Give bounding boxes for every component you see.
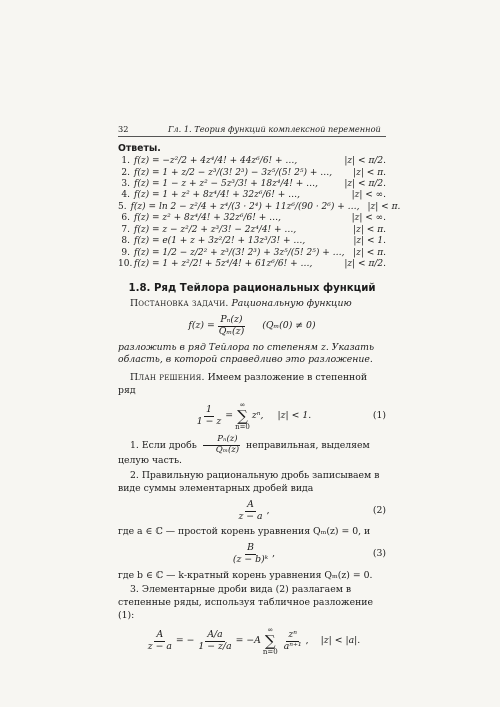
eq1-numerator: 1 <box>206 404 212 416</box>
f-fraction <box>217 315 246 337</box>
answer-item <box>118 213 386 224</box>
eq1-denominator: 1 − z <box>196 415 222 427</box>
eq1-condition: |z| < 1. <box>277 410 312 422</box>
eq3-number: (3) <box>372 547 386 559</box>
eq3-fraction <box>231 543 270 565</box>
answer-item <box>118 248 386 259</box>
section-title: 1.8. Ряд Тейлора рациональных функций <box>128 283 376 295</box>
f-numerator: Pₙ(z) <box>220 314 243 326</box>
answer-number: 9. <box>121 247 130 258</box>
running-head <box>118 124 386 137</box>
eq4-fraction-a <box>146 630 174 652</box>
chapter-title: Гл. 1. Теория функций комплексной переменной <box>168 124 381 134</box>
eq1-fraction <box>195 405 224 427</box>
answer-expression: f(z) = e(1 + z + 3z²/2! + 13z³/3! + …, <box>134 236 306 247</box>
answer-number: 6. <box>121 213 130 224</box>
plan-label: План решения. <box>130 372 205 384</box>
sigma-icon: ∑ <box>237 406 248 425</box>
eq1-term: zⁿ, <box>251 410 264 422</box>
step1-numerator: Pₙ(z) <box>203 435 239 446</box>
answer-condition: |z| < ∞. <box>351 213 386 224</box>
eq1-sum <box>235 402 250 431</box>
step-3: 3. Элементарные дроби вида (2) разлагаем в степенные ряды, используя табличное разложение (1): <box>118 584 373 622</box>
eq4-condition: |z| < |a|. <box>320 634 361 646</box>
page-number: 32 <box>118 124 129 134</box>
answer-item <box>118 156 386 167</box>
answer-expression: f(z) = 1/2 − z/2² + z³/(3! 2³) + 3z⁵/(5! 2⁵) + …, <box>134 247 345 258</box>
eq1-number: (1) <box>372 410 386 422</box>
step-1 <box>118 435 386 468</box>
where-b: где b ∈ ℂ — k-кратный корень уравнения Qₘ(z) = 0. <box>118 569 373 581</box>
answer-condition: |z| < π. <box>353 167 386 178</box>
step-2: 2. Правильную рациональную дробь записываем в виде суммы элементарных дробей вида <box>118 470 380 495</box>
answer-condition: |z| < π/2. <box>344 156 386 167</box>
answer-number: 1. <box>121 156 130 167</box>
task-statement <box>118 298 386 311</box>
f-lhs: f(z) = <box>188 320 215 332</box>
answer-expression: f(z) = 1 + z/2 − z³/(3! 2³) − 3z⁵/(5! 2⁵) + …, <box>134 167 333 178</box>
eq4-c-denominator: aⁿ⁺¹ <box>283 640 302 652</box>
answer-item <box>118 168 386 179</box>
answer-item <box>118 236 386 247</box>
answer-number: 7. <box>121 224 130 235</box>
answer-expression: f(z) = 1 + z²/2! + 5z⁴/4! + 61z⁶/6! + …, <box>134 258 313 269</box>
equation-3 <box>118 543 386 565</box>
eq4-b-denominator: 1 − z/a <box>198 640 232 652</box>
step1-fraction <box>202 435 241 456</box>
task-label: Постановка задачи. <box>130 298 229 310</box>
answer-expression: f(z) = z² + 8z⁴/4! + 32z⁶/6! + …, <box>134 213 281 224</box>
step1-pre: 1. Если дробь <box>130 439 197 451</box>
answer-item <box>118 225 386 236</box>
answer-number: 4. <box>121 190 130 201</box>
eq1-equals: = <box>225 410 234 422</box>
answer-item <box>118 179 386 190</box>
eq3-denominator: (z − b)ᵏ <box>232 553 269 565</box>
answer-number: 5. <box>118 201 127 212</box>
eq4-sum-bottom: n=0 <box>262 647 278 656</box>
answer-expression: f(z) = ln 2 − z²/4 + z⁴/(3 · 2⁴) + 11z⁶/(90 · 2⁶) + …, <box>130 201 360 212</box>
answer-condition: |z| < π/2. <box>344 258 386 269</box>
eq3-numerator: B <box>247 542 254 554</box>
task-text-2: разложить в ряд Тейлора по степеням z. Указать область, в которой справедливо это разложение. <box>118 341 375 366</box>
equation-4 <box>118 627 386 656</box>
where-a: где a ∈ ℂ — простой корень уравнения Qₘ(z) = 0, и <box>118 526 371 538</box>
f-denominator: Qₘ(z) <box>218 325 245 337</box>
equation-2 <box>118 500 386 522</box>
eq4-a-numerator: A <box>156 629 164 641</box>
eq2-number: (2) <box>372 504 386 516</box>
eq4-comma: , <box>305 634 309 646</box>
sigma-icon: ∑ <box>264 631 276 650</box>
eq4-fraction-c <box>282 630 304 652</box>
answer-condition: |z| < π. <box>353 224 386 235</box>
step1-denominator: Qₘ(z) <box>215 444 240 455</box>
answer-expression: f(z) = z − z²/2 + z³/3! − 2z⁴/4! + …, <box>134 224 297 235</box>
eq2-numerator: A <box>247 498 254 510</box>
answer-item <box>118 201 401 213</box>
answer-condition: |z| < π. <box>353 247 386 258</box>
answers-title: Ответы. <box>118 143 161 155</box>
answer-item <box>118 190 386 201</box>
answer-number: 8. <box>121 236 130 247</box>
answer-condition: |z| < 1. <box>353 236 386 247</box>
eq4-fraction-b <box>196 630 233 652</box>
plan <box>118 372 386 398</box>
eq3-comma: , <box>272 547 276 559</box>
equation-1 <box>118 402 386 431</box>
answer-item <box>118 259 386 270</box>
eq2-comma: , <box>266 504 270 516</box>
answer-number: 2. <box>121 167 130 178</box>
eq4-b-numerator: A/a <box>207 629 223 641</box>
book-page <box>118 124 401 660</box>
answer-condition: |z| < π. <box>367 201 401 212</box>
f-condition: (Qₘ(0) ≠ 0) <box>262 320 316 332</box>
eq1-sum-top: ∞ <box>239 400 246 409</box>
eq4-sum-top: ∞ <box>267 625 274 634</box>
eq1-sum-bottom: n=0 <box>235 422 250 431</box>
eq4-sum <box>263 627 278 656</box>
task-text: Рациональную функцию <box>231 298 352 310</box>
eq4-c-numerator: zⁿ <box>288 629 298 641</box>
step1-post: неправильная, выделяем целую часть. <box>118 439 370 467</box>
answer-condition: |z| < π/2. <box>344 178 386 189</box>
answer-expression: f(z) = 1 + z² + 8z⁴/4! + 32z⁶/6! + …, <box>134 190 300 201</box>
function-formula <box>118 315 386 337</box>
answers-list <box>118 156 401 270</box>
eq4-equals-2: = −A <box>235 634 261 646</box>
answer-condition: |z| < ∞. <box>351 190 386 201</box>
eq4-equals-1: = − <box>175 634 195 646</box>
answer-number: 3. <box>121 178 130 189</box>
plan-text: Имеем разложение в степенной ряд <box>118 372 368 397</box>
answer-expression: f(z) = −z²/2 + 4z⁴/4! + 44z⁶/6! + …, <box>134 156 298 167</box>
eq2-fraction <box>236 500 264 522</box>
answer-number: 10. <box>118 258 133 269</box>
eq2-denominator: z − a <box>238 510 263 522</box>
answer-expression: f(z) = 1 − z + z² − 5z³/3! + 18z⁴/4! + …, <box>134 178 318 189</box>
eq4-a-denominator: z − a <box>147 640 172 652</box>
